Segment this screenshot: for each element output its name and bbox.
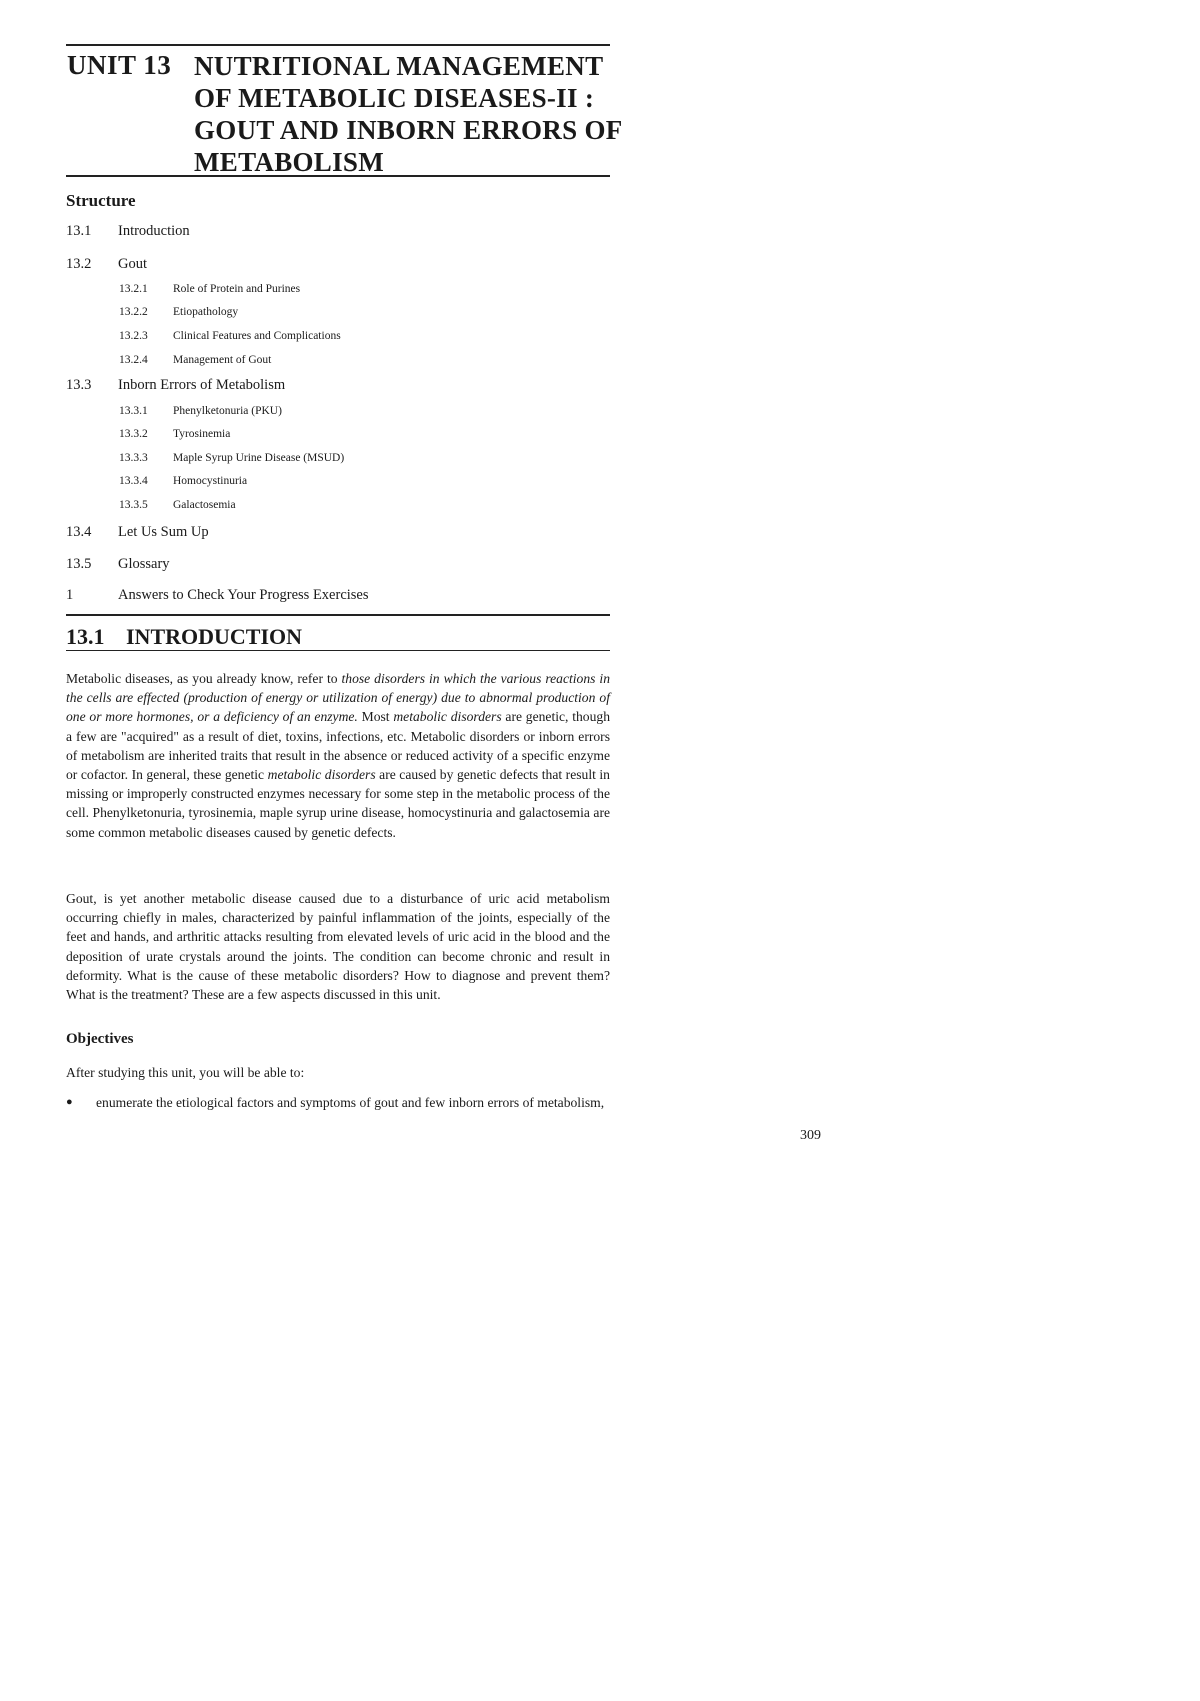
unit-title-line: GOUT AND INBORN ERRORS OF <box>194 115 623 145</box>
italic-text: metabolic disorders <box>393 709 502 725</box>
toc-subitem-label: Homocystinuria <box>173 475 248 487</box>
toc-item-number: 13.4 <box>66 524 92 540</box>
text-run: are caused by genetic defects that result in missing or improperly constructed enzymes necessary for some step in the metabolic process of the cell. Phenylketonuria, tyrosinemia, maple syrup urine disease, homocystinuria and galactosemia are some common metabolic diseases caused by genetic defects. <box>66 767 610 840</box>
toc-subitem-label: Role of Protein and Purines <box>173 283 301 295</box>
toc-item-label: Glossary <box>118 556 170 572</box>
toc-subitem-number: 13.2.1 <box>119 283 148 295</box>
toc-subitem-number: 13.3.4 <box>119 475 148 487</box>
italic-text: those disorders in which the various reactions in the cells are effected (production of energy or utilization of energy) due to abnormal production of one or more hormones, or a deficiency of an enzyme. <box>66 671 610 725</box>
section-top-rule <box>66 614 610 616</box>
text-run: are genetic, though a few are "acquired" as a result of diet, toxins, infections, etc. Metabolic disorders or inborn errors of metabolism are inherited traits that result in the absence or reduced activity of a specific enzyme or cofactor. In general, these genetic <box>66 709 610 783</box>
toc-item-label: Answers to Check Your Progress Exercises <box>118 587 369 603</box>
toc-subitem-label: Clinical Features and Complications <box>173 330 341 342</box>
unit-label: UNIT 13 <box>67 50 172 80</box>
toc-subitem-number: 13.2.3 <box>119 330 148 342</box>
toc-item-label: Inborn Errors of Metabolism <box>118 377 286 393</box>
toc-item-number: 1 <box>66 587 74 603</box>
page-number: 309 <box>800 1128 821 1143</box>
list-item-text: enumerate the etiological factors and symptoms of gout and few inborn errors of metabolism, <box>96 1095 605 1110</box>
toc-subitem-number: 13.3.3 <box>119 452 148 464</box>
section-heading <box>66 624 302 650</box>
toc-item-label: Let Us Sum Up <box>118 524 209 540</box>
toc-item-number: 13.3 <box>66 377 92 393</box>
structure-heading: Structure <box>66 191 136 210</box>
section-bottom-rule <box>66 650 610 651</box>
toc-subitem-label: Tyrosinemia <box>173 428 231 440</box>
toc-subitem-label: Etiopathology <box>173 306 239 318</box>
toc-subitem-number: 13.3.2 <box>119 428 148 440</box>
toc-item-label: Introduction <box>118 223 190 239</box>
objectives-heading: Objectives <box>66 1031 134 1047</box>
toc-item-label: Gout <box>118 256 147 272</box>
paragraph: Gout, is yet another metabolic disease caused due to a disturbance of uric acid metabolism occurring chiefly in males, characterized by painful inflammation of the joints, especially of the feet and hands, and arthritic attacks resulting from elevated levels of uric acid in the blood and the deposition of urate crystals around the joints. The condition can become chronic and result in deformity. What is the cause of these metabolic disorders? How to diagnose and prevent them? What is the treatment? These are a few aspects discussed in this unit. <box>66 891 610 1003</box>
bullet-icon: ● <box>66 1096 73 1108</box>
unit-title-line: NUTRITIONAL MANAGEMENT <box>194 51 604 81</box>
title-bottom-rule <box>66 175 610 177</box>
section-title: INTRODUCTION <box>126 624 303 649</box>
toc-item-number: 13.5 <box>66 556 92 572</box>
toc-subitem-label: Management of Gout <box>173 354 272 366</box>
toc-subitem-label: Phenylketonuria (PKU) <box>173 405 282 417</box>
top-rule <box>66 44 610 46</box>
text-run: Metabolic diseases, as you already know, refer to <box>66 671 342 686</box>
toc-subitem-number: 13.2.2 <box>119 306 148 318</box>
unit-title <box>194 50 623 178</box>
unit-title-line: OF METABOLIC DISEASES-II : <box>194 83 595 113</box>
text-run: Most <box>357 709 394 725</box>
toc-subitem-number: 13.3.1 <box>119 405 148 417</box>
toc-subitem-label: Maple Syrup Urine Disease (MSUD) <box>173 452 345 464</box>
unit-title-line: METABOLISM <box>194 147 385 177</box>
section-number: 13.1 <box>66 624 105 649</box>
toc-subitem-number: 13.2.4 <box>119 354 148 366</box>
toc-subitem-label: Galactosemia <box>173 499 236 511</box>
toc-item-number: 13.2 <box>66 256 92 272</box>
paragraph <box>66 669 610 842</box>
italic-text: metabolic disorders <box>267 767 376 783</box>
toc-subitem-number: 13.3.5 <box>119 499 148 511</box>
objectives-intro: After studying this unit, you will be able to: <box>66 1065 305 1080</box>
toc-item-number: 13.1 <box>66 223 92 239</box>
